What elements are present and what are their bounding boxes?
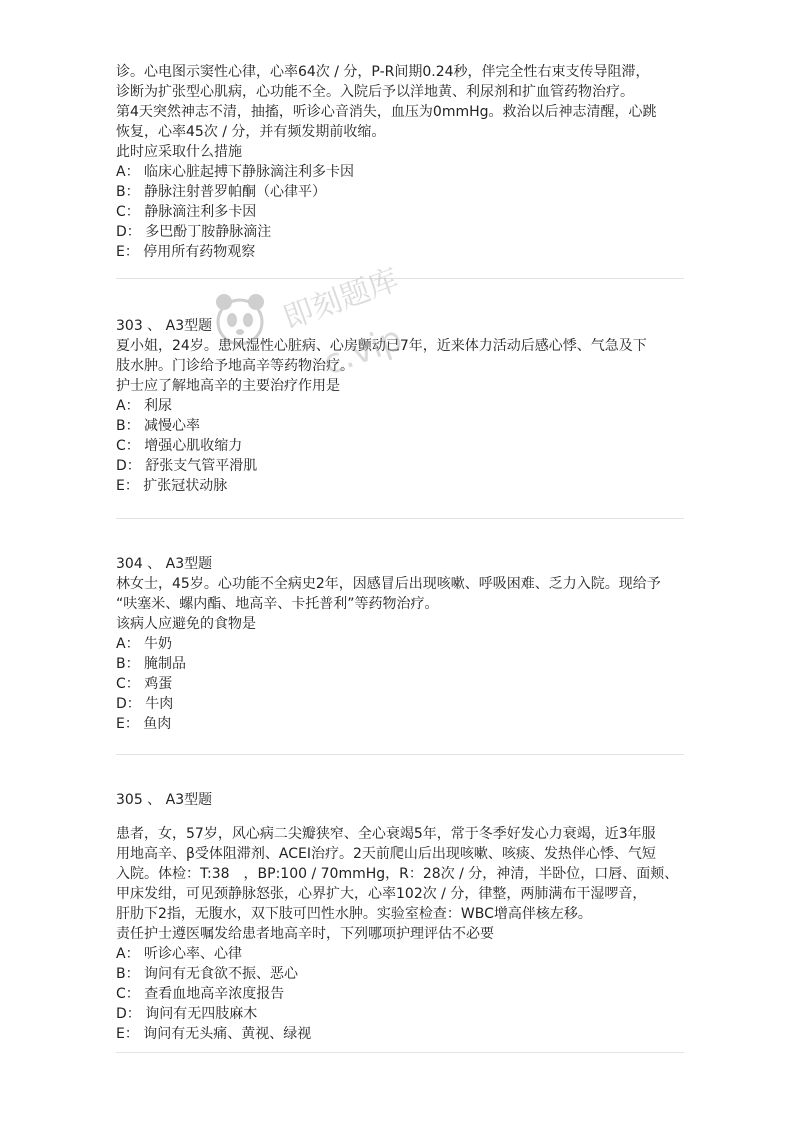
question-prompt: 责任护士遵医嘱发给患者地高辛时，下列哪项护理评估不必要 bbox=[116, 926, 494, 942]
option-a[interactable]: A： 牛奶 bbox=[116, 636, 173, 652]
option-a[interactable]: A： 利尿 bbox=[116, 398, 173, 414]
question-header: 303 、 A3型题 bbox=[116, 318, 213, 334]
question-prompt: 该病人应避免的食物是 bbox=[116, 616, 256, 632]
question-text-line: 恢复，心率45次 / 分，并有频发期前收缩。 bbox=[116, 124, 386, 140]
question-302 bbox=[116, 62, 686, 262]
option-d[interactable]: D： 舒张支气管平滑肌 bbox=[116, 458, 258, 474]
watermark-text: c.vip bbox=[318, 318, 408, 384]
question-304 bbox=[116, 554, 686, 734]
option-e[interactable]: E： 询问有无头痛、黄视、绿视 bbox=[116, 1026, 312, 1042]
question-text-line: “呋塞米、螺内酯、地高辛、卡托普利”等药物治疗。 bbox=[116, 596, 439, 612]
option-a[interactable]: A： 听诊心率、心律 bbox=[116, 946, 243, 962]
question-text-line: 诊断为扩张型心肌病，心功能不全。入院后予以洋地黄、利尿剂和扩血管药物治疗。 bbox=[116, 84, 634, 100]
option-b[interactable]: B： 腌制品 bbox=[116, 656, 187, 672]
option-e[interactable]: E： 鱼肉 bbox=[116, 716, 172, 732]
option-e[interactable]: E： 停用所有药物观察 bbox=[116, 244, 256, 260]
question-header: 304 、 A3型题 bbox=[116, 556, 213, 572]
question-305 bbox=[116, 790, 686, 1044]
option-c[interactable]: C： 鸡蛋 bbox=[116, 676, 173, 692]
option-e[interactable]: E： 扩张冠状动脉 bbox=[116, 478, 228, 494]
question-text-line: 第4天突然神志不清，抽搐，听诊心音消失，血压为0mmHg。救治以后神志清醒，心跳 bbox=[116, 104, 657, 120]
question-prompt: 护士应了解地高辛的主要治疗作用是 bbox=[116, 378, 340, 394]
question-text-line: 甲床发绀，可见颈静脉怒张，心界扩大，心率102次 / 分，律整，两肺满布干湿啰音， bbox=[116, 886, 647, 902]
question-text-line: 用地高辛、β受体阻滞剂、ACEI治疗。2天前爬山后出现咳嗽、咳痰、发热伴心悸、气短 bbox=[116, 846, 656, 862]
question-303 bbox=[116, 316, 686, 496]
question-text-line: 林女士，45岁。心功能不全病史2年，因感冒后出现咳嗽、呼吸困难、乏力入院。现给予 bbox=[116, 576, 661, 592]
option-b[interactable]: B： 减慢心率 bbox=[116, 418, 201, 434]
question-prompt: 此时应采取什么措施 bbox=[116, 144, 242, 160]
option-c[interactable]: C： 静脉滴注利多卡因 bbox=[116, 204, 257, 220]
option-c[interactable]: C： 查看血地高辛浓度报告 bbox=[116, 986, 285, 1002]
question-text-line: 夏小姐，24岁。患风湿性心脏病、心房颤动已7年，近来体力活动后感心悸、气急及下 bbox=[116, 338, 647, 354]
option-b[interactable]: B： 静脉注射普罗帕酮（心律平） bbox=[116, 184, 327, 200]
option-a[interactable]: A： 临床心脏起搏下静脉滴注利多卡因 bbox=[116, 164, 355, 180]
question-text-line: 患者，女，57岁，风心病二尖瓣狭窄、全心衰竭5年，常于冬季好发心力衰竭，近3年服 bbox=[116, 826, 656, 842]
question-text-line: 肢水肿。门诊给予地高辛等药物治疗。 bbox=[116, 358, 354, 374]
question-text-line: 诊。心电图示窦性心律，心率64次 / 分，P-R间期0.24秒，伴完全性右束支传导阻滞， bbox=[116, 64, 650, 80]
divider bbox=[116, 278, 684, 279]
divider bbox=[116, 518, 684, 519]
option-b[interactable]: B： 询问有无食欲不振、恶心 bbox=[116, 966, 299, 982]
watermark-text: 即刻题库 bbox=[278, 262, 404, 337]
divider bbox=[116, 754, 684, 755]
question-header: 305 、 A3型题 bbox=[116, 792, 213, 808]
option-d[interactable]: D： 牛肉 bbox=[116, 696, 174, 712]
option-c[interactable]: C： 增强心肌收缩力 bbox=[116, 438, 243, 454]
question-text-line: 入院。体检：T:38 ，BP:100 / 70mmHg，R：28次 / 分，神清，半卧位，口唇、面颊、 bbox=[116, 866, 679, 882]
option-d[interactable]: D： 多巴酚丁胺静脉滴注 bbox=[116, 224, 272, 240]
question-text-line: 肝肋下2指，无腹水，双下肢可凹性水肿。实验室检查：WBC增高伴核左移。 bbox=[116, 906, 592, 922]
divider bbox=[116, 1052, 684, 1053]
option-d[interactable]: D： 询问有无四肢麻木 bbox=[116, 1006, 258, 1022]
